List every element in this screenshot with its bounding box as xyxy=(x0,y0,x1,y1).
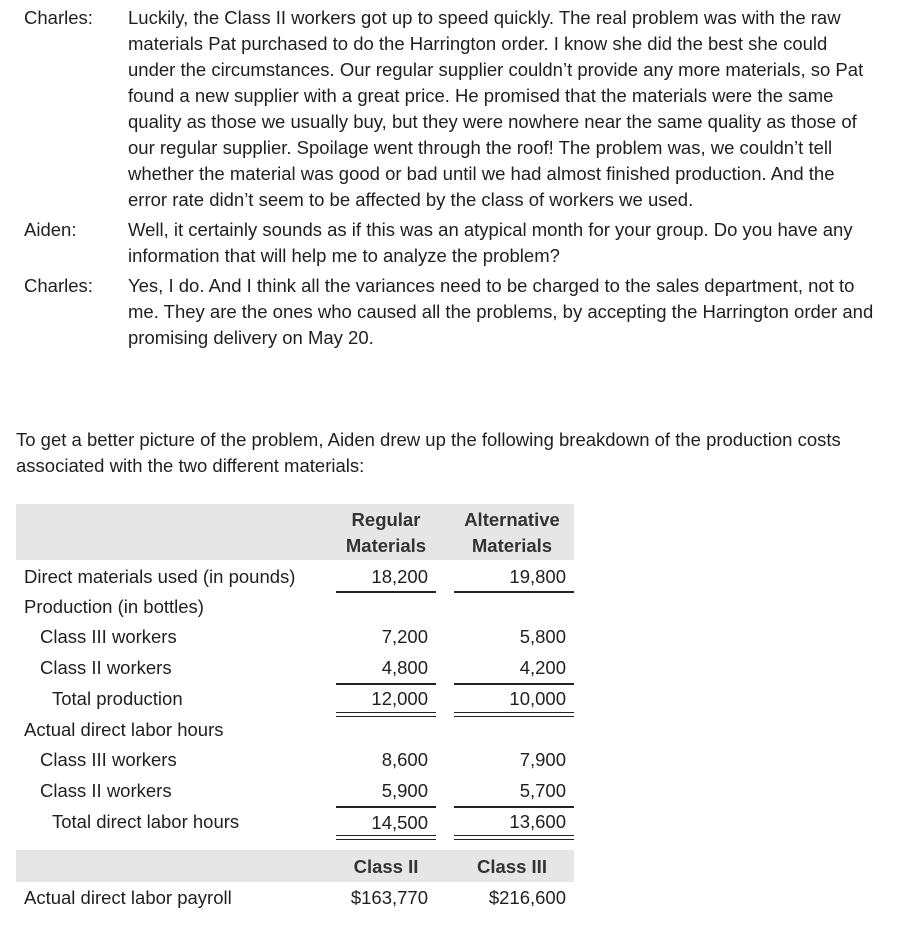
cell-alternative: 5,700 xyxy=(519,780,566,801)
row-label: Actual direct labor payroll xyxy=(24,887,232,908)
underline xyxy=(336,806,436,808)
double-underline xyxy=(336,712,436,717)
cell-alternative: 4,200 xyxy=(519,657,566,678)
speaker-name: Charles: xyxy=(24,7,93,28)
row-label: Class II workers xyxy=(40,657,172,678)
intro-line: associated with the two different materials: xyxy=(16,455,365,476)
speaker-name: Aiden: xyxy=(24,219,77,240)
cell-alternative: 5,800 xyxy=(519,626,566,647)
dialogue-line: me. They are the ones who caused all the problems, by accepting the Harrington order and xyxy=(128,301,874,322)
row-label: Class II workers xyxy=(40,780,172,801)
underline xyxy=(336,591,436,593)
cell-regular: 4,800 xyxy=(381,657,428,678)
cell-regular: 12,000 xyxy=(371,688,428,709)
col-header: Materials xyxy=(471,535,553,556)
cell-regular: 5,900 xyxy=(381,780,428,801)
dialogue-line: Luckily, the Class II workers got up to speed quickly. The real problem was with the raw xyxy=(128,7,841,28)
row-label: Production (in bottles) xyxy=(24,596,204,617)
double-underline xyxy=(454,835,574,840)
cell-regular: 18,200 xyxy=(371,566,428,587)
cell-regular: $163,770 xyxy=(350,887,428,908)
dialogue-line: information that will help me to analyze the problem? xyxy=(128,245,560,266)
row-label: Actual direct labor hours xyxy=(24,719,224,740)
cell-alternative: $216,600 xyxy=(488,887,566,908)
underline xyxy=(454,591,574,593)
double-underline xyxy=(454,712,574,717)
col-header: Alternative xyxy=(464,509,560,530)
dialogue-line: Well, it certainly sounds as if this was an atypical month for your group. Do you have any xyxy=(128,219,853,240)
cell-regular: 8,600 xyxy=(381,749,428,770)
underline xyxy=(336,683,436,685)
row-label: Direct materials used (in pounds) xyxy=(24,566,296,587)
dialogue-line: quality as those we usually buy, but they were nowhere near the same quality as those of xyxy=(128,111,857,132)
intro-line: To get a better picture of the problem, Aiden drew up the following breakdown of the production costs xyxy=(16,429,841,450)
underline xyxy=(454,806,574,808)
cell-alternative: 19,800 xyxy=(509,566,566,587)
cell-alternative: 10,000 xyxy=(509,688,566,709)
dialogue-line: our regular supplier. Spoilage went through the roof! The problem was, we couldn’t tell xyxy=(128,137,833,158)
dialogue-line: under the circumstances. Our regular supplier couldn’t provide any more materials, so Pat xyxy=(128,59,864,80)
dialogue-line: materials Pat purchased to do the Harrington order. I know she did the best she could xyxy=(128,33,828,54)
row-label: Total direct labor hours xyxy=(52,811,240,832)
dialogue-line: found a new supplier with a great price. He promised that the materials were the same xyxy=(128,85,834,106)
dialogue-line: Yes, I do. And I think all the variances need to be charged to the sales department, not to xyxy=(128,275,855,296)
row-label: Total production xyxy=(52,688,183,709)
dialogue-line: error rate didn’t seem to be affected by the class of workers we used. xyxy=(128,189,694,210)
cell-regular: 7,200 xyxy=(381,626,428,647)
cell-alternative: 13,600 xyxy=(509,811,566,832)
cell-alternative: 7,900 xyxy=(519,749,566,770)
underline xyxy=(454,683,574,685)
payroll-header: Class II xyxy=(353,856,419,877)
dialogue-line: promising delivery on May 20. xyxy=(128,327,374,348)
col-header: Materials xyxy=(345,535,427,556)
cell-regular: 14,500 xyxy=(371,812,428,833)
double-underline xyxy=(336,835,436,840)
row-label: Class III workers xyxy=(40,749,177,770)
col-header: Regular xyxy=(351,509,421,530)
speaker-name: Charles: xyxy=(24,275,93,296)
dialogue-line: whether the material was good or bad until we had almost finished production. And the xyxy=(128,163,835,184)
payroll-header: Class III xyxy=(477,856,547,877)
row-label: Class III workers xyxy=(40,626,177,647)
